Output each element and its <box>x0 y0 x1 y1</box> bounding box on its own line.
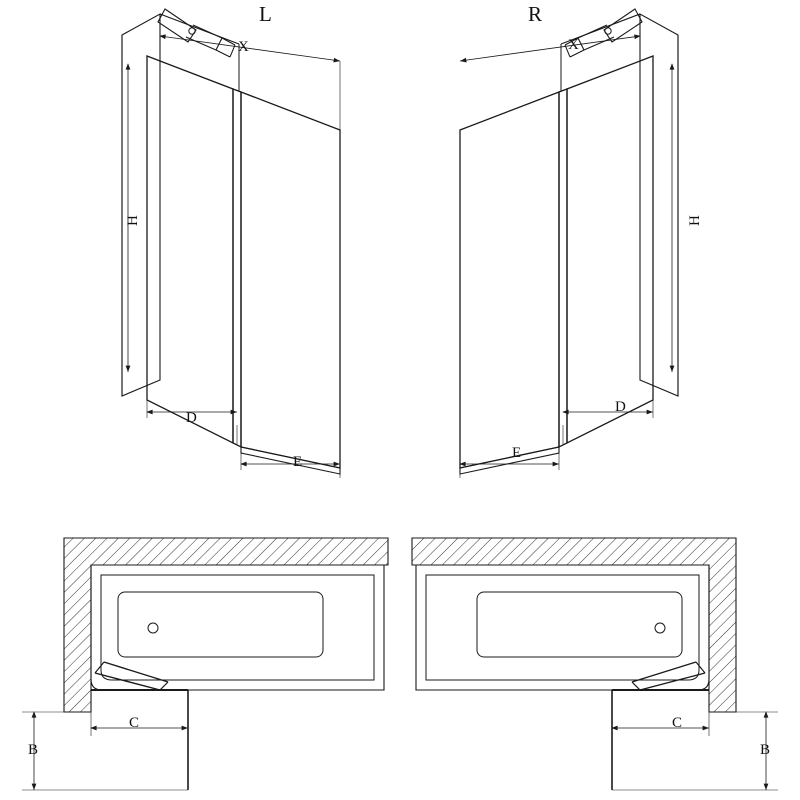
elevation-view-right <box>460 9 678 478</box>
elevation-view-left <box>0 0 340 478</box>
dimension-x-right: X <box>568 37 579 53</box>
dimension-h-right: H <box>687 215 703 226</box>
dimension-d-left: D <box>186 410 197 426</box>
dimension-e-left: E <box>293 454 303 470</box>
variant-label-left: L <box>259 2 272 26</box>
dimension-b-left: B <box>28 742 39 758</box>
dimension-b-right: B <box>760 742 771 758</box>
plan-view-left <box>22 538 388 790</box>
dimension-h-left: H <box>125 215 141 226</box>
dimension-d-right: D <box>615 399 626 415</box>
dimension-x-left: X <box>238 39 249 55</box>
dimension-e-right: E <box>512 445 522 461</box>
dimension-c-right: C <box>672 715 683 731</box>
plan-view-right <box>412 538 778 790</box>
variant-label-right: R <box>528 2 543 26</box>
dimension-c-left: C <box>129 715 140 731</box>
